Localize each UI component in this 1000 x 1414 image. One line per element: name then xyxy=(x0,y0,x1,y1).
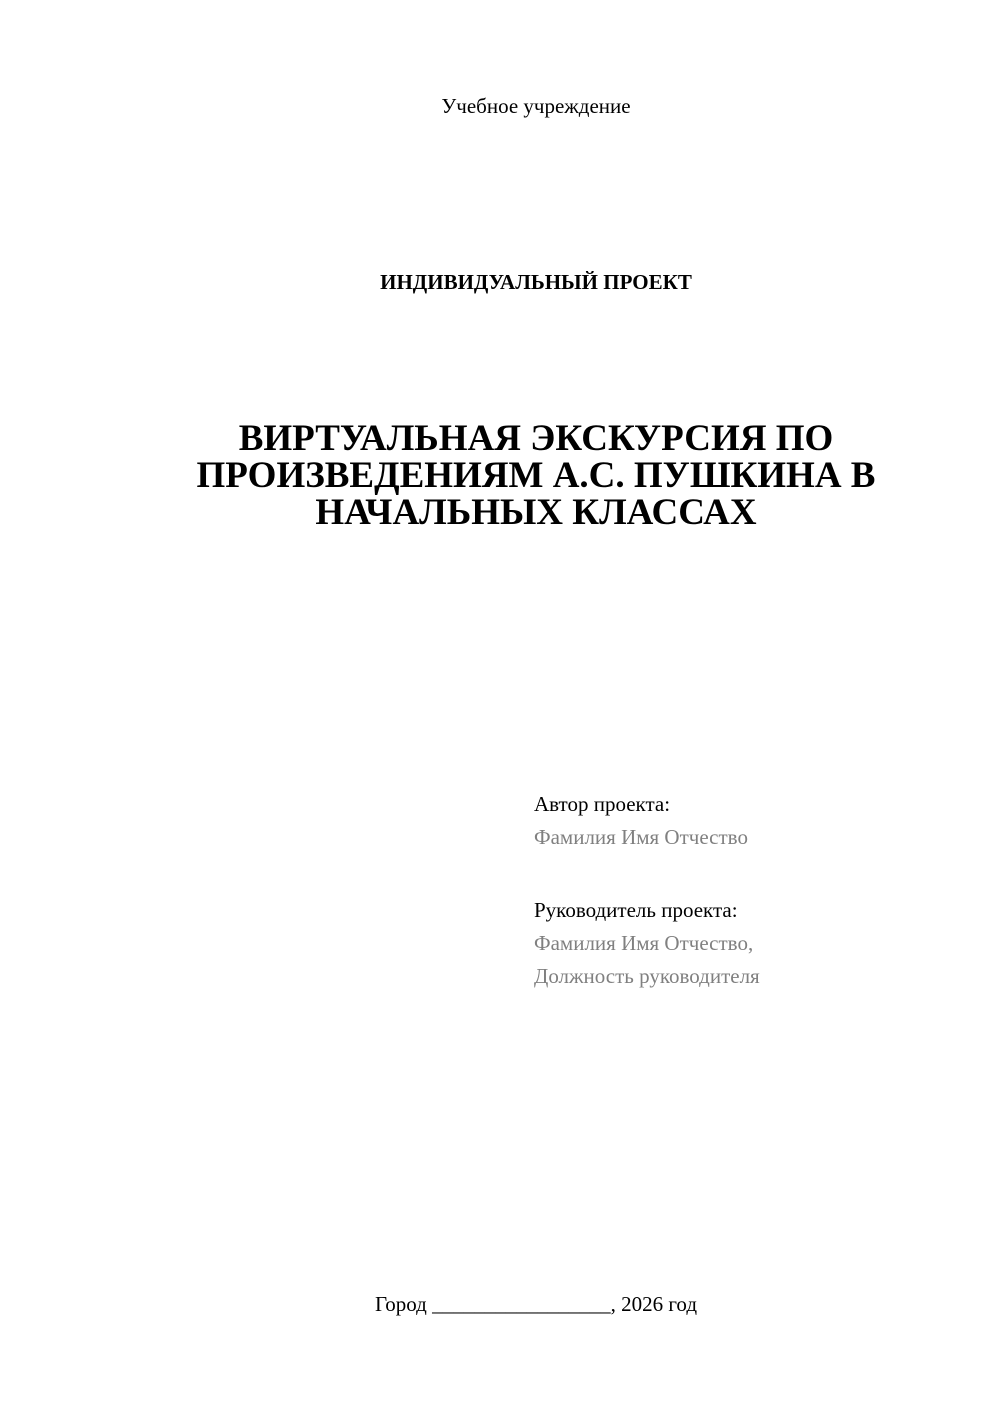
project-type-heading: ИНДИВИДУАЛЬНЫЙ ПРОЕКТ xyxy=(380,270,692,294)
project-title-line: ПРОИЗВЕДЕНИЯМ А.С. ПУШКИНА В xyxy=(196,455,876,496)
project-title-line: ВИРТУАЛЬНАЯ ЭКСКУРСИЯ ПО xyxy=(238,418,834,459)
project-title xyxy=(160,420,912,531)
author-label: Автор проекта: xyxy=(534,792,671,816)
spacer xyxy=(534,854,974,894)
supervisor-label: Руководитель проекта: xyxy=(534,898,738,922)
city-year-footer: Город _________________, 2026 год xyxy=(374,1292,698,1316)
supervisor-position-placeholder: Должность руководителя xyxy=(534,964,760,988)
project-info-block xyxy=(534,788,974,993)
supervisor-name-placeholder: Фамилия Имя Отчество, xyxy=(534,931,754,955)
institution-name: Учебное учреждение xyxy=(441,94,631,118)
project-title-line: НАЧАЛЬНЫХ КЛАССАХ xyxy=(315,492,757,533)
author-name-placeholder: Фамилия Имя Отчество xyxy=(534,825,748,849)
